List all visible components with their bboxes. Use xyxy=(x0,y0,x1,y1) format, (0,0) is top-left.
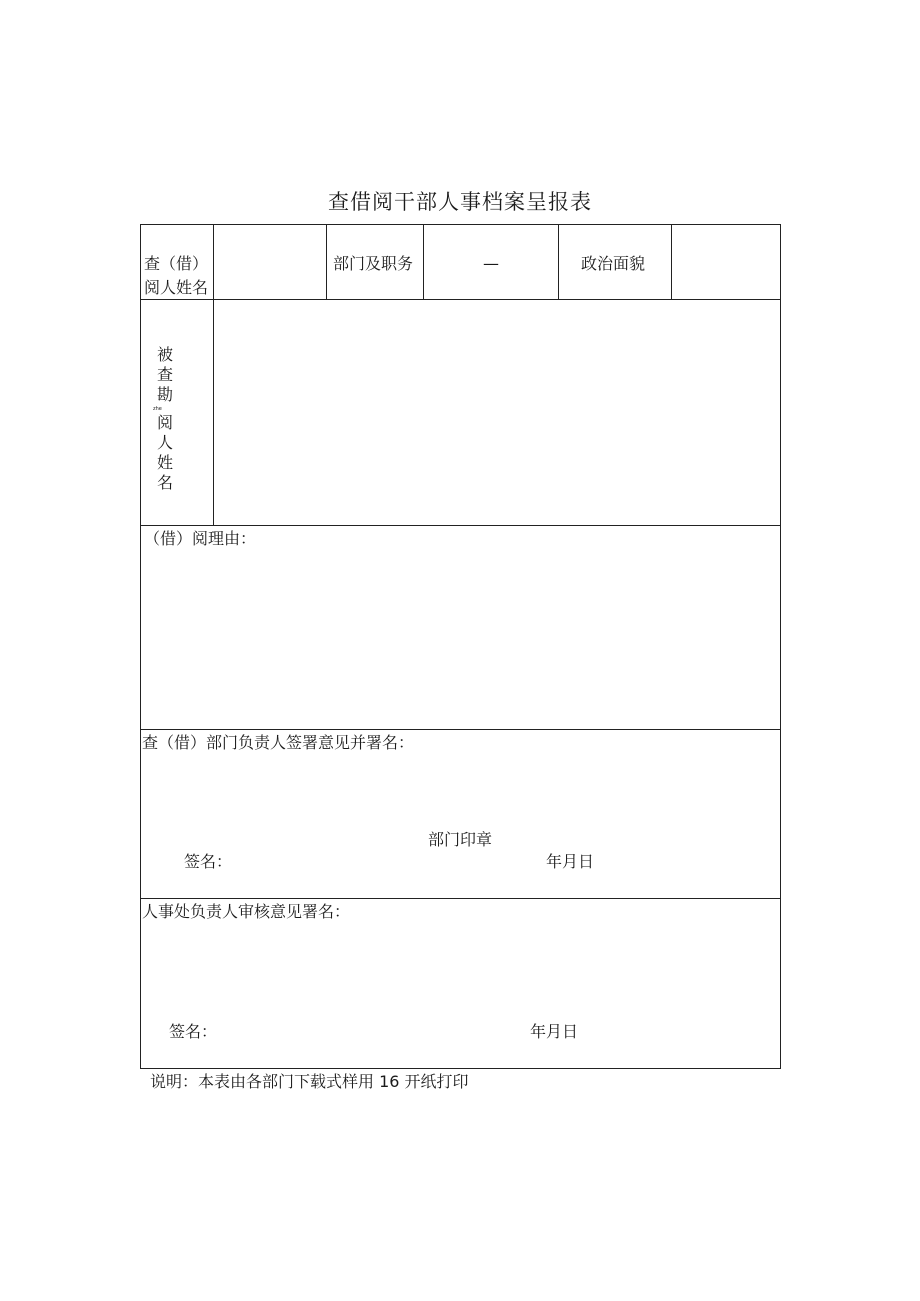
name-label-line1: 查（借） xyxy=(144,254,209,273)
political-status-label: 政治面貌 xyxy=(581,254,646,273)
row-divider xyxy=(141,729,780,730)
subject-label-char: 名 xyxy=(156,473,173,492)
subject-name-field[interactable] xyxy=(221,309,771,509)
dept-seal-label: 部门印章 xyxy=(428,830,493,849)
column-divider xyxy=(326,225,327,299)
reason-label: （借）阅理由： xyxy=(144,529,257,548)
application-form xyxy=(140,224,781,1069)
dept-position-label: 部门及职务 xyxy=(333,254,414,273)
page-title: 查借阅干部人事档案呈报表 xyxy=(328,190,592,214)
name-label-line2: 阅人姓名 xyxy=(144,278,209,297)
subject-label-char: 查 xyxy=(156,365,173,384)
subject-label-char: 人 xyxy=(156,433,173,452)
footnote: 说明：本表由各部门下载式样用 16 开纸打印 xyxy=(150,1072,469,1091)
subject-label-char: 姓 xyxy=(156,453,173,472)
subject-label-char: 勘 xyxy=(156,385,173,404)
row-divider xyxy=(141,525,780,526)
dept-position-field[interactable]: — xyxy=(483,254,499,273)
political-status-field[interactable] xyxy=(672,253,780,275)
dept-head-opinion-label: 查（借）部门负责人签署意见并署名： xyxy=(142,733,415,752)
hr-head-date-label: 年月日 xyxy=(530,1022,579,1041)
column-divider xyxy=(558,225,559,299)
name-field[interactable] xyxy=(214,253,326,275)
dept-head-date-label: 年月日 xyxy=(546,852,595,871)
row-divider xyxy=(141,898,780,899)
subject-label-char: 被 xyxy=(156,345,173,364)
hr-head-signature-label: 签名： xyxy=(169,1022,218,1041)
hr-head-opinion-label: 人事处负责人审核意见署名： xyxy=(142,902,351,921)
subject-label-mark: zhe xyxy=(153,406,162,412)
row-divider xyxy=(141,299,780,300)
dept-head-signature-label: 签名： xyxy=(184,852,233,871)
subject-name-label xyxy=(153,345,177,493)
subject-label-char: 阅 xyxy=(156,413,173,432)
